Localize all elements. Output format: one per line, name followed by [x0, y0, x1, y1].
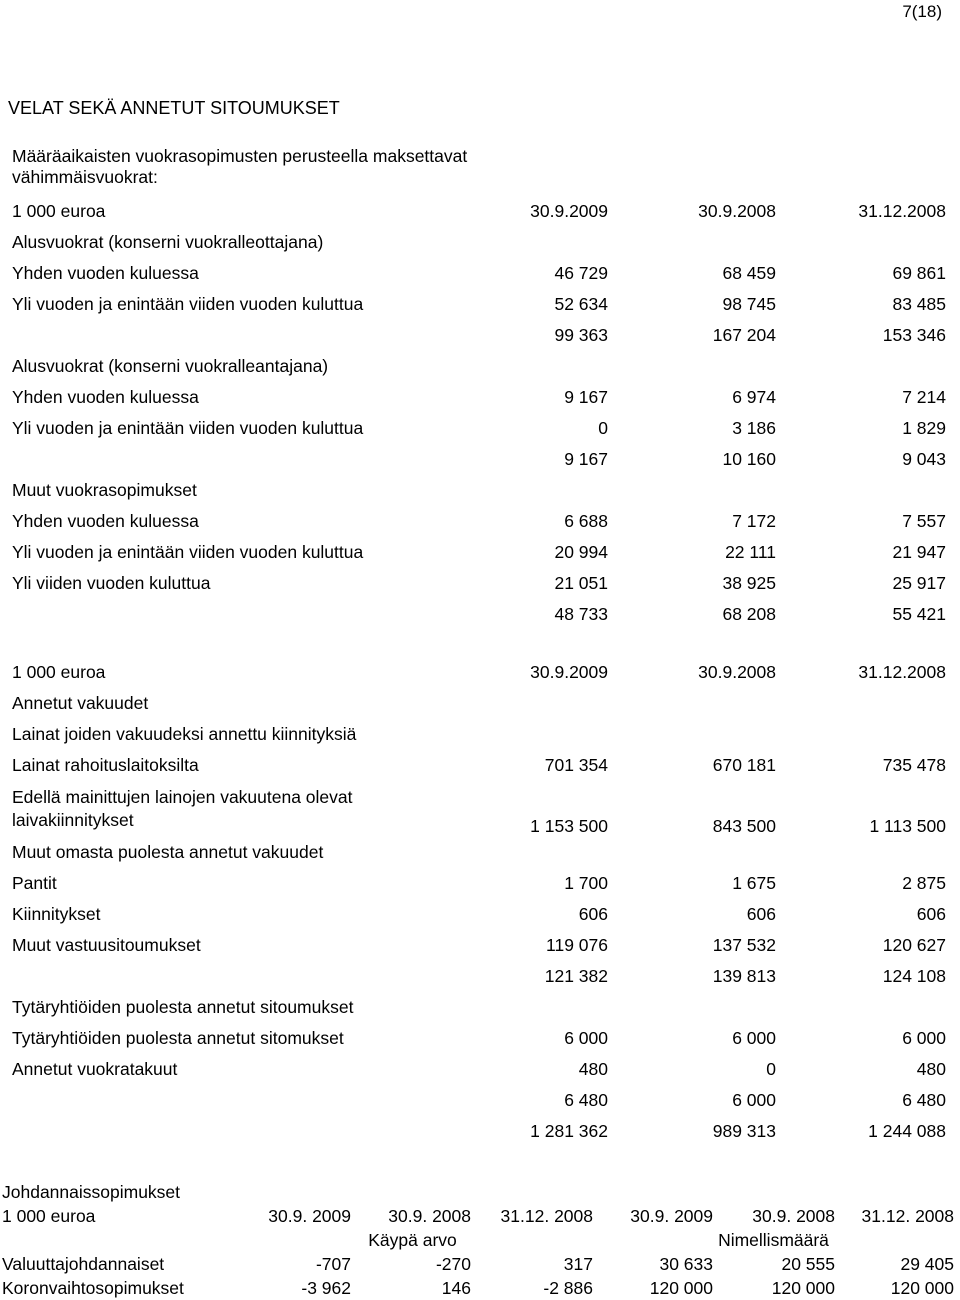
cell-value — [776, 351, 946, 382]
cell-value: 6 000 — [564, 1028, 608, 1048]
derivatives-col-header: 31.12. 2008 — [500, 1205, 593, 1226]
table-row — [0, 837, 960, 868]
row-label: Yhden vuoden kuluessa — [12, 511, 199, 531]
derivatives-row-label: Valuuttajohdannaiset — [2, 1253, 165, 1274]
derivatives-value: -2 886 — [543, 1277, 593, 1298]
row-label: Alusvuokrat (konserni vuokralleottajana) — [12, 232, 324, 252]
table-row — [0, 599, 960, 630]
fair-value-group-label: Käypä arvo — [368, 1229, 457, 1250]
cell-value: 20 994 — [554, 542, 608, 562]
cell-value: 606 — [578, 904, 608, 924]
derivatives-value: 146 — [441, 1277, 471, 1298]
table-row — [0, 1085, 960, 1116]
row-label: Lainat rahoituslaitoksilta — [12, 755, 199, 775]
cell-value: 46 729 — [554, 263, 608, 283]
date-column-header: 30.9.2008 — [698, 662, 776, 682]
derivatives-unit-label: 1 000 euroa — [2, 1205, 96, 1226]
row-label — [0, 961, 440, 992]
cell-value — [776, 227, 946, 258]
table-header-row — [0, 657, 960, 688]
row-label: Yli vuoden ja enintään viiden vuoden kuluttua — [12, 542, 364, 562]
cell-value: 480 — [916, 1059, 946, 1079]
derivatives-title: Johdannaissopimukset — [2, 1181, 181, 1202]
cell-value: 55 421 — [892, 604, 946, 624]
section-heading: VELAT SEKÄ ANNETUT SITOUMUKSET — [8, 98, 340, 118]
cell-value — [776, 719, 946, 750]
table-row — [0, 227, 960, 258]
collateral-table — [0, 657, 960, 1147]
cell-value: 701 354 — [544, 755, 608, 775]
lease-table — [0, 196, 960, 630]
cell-value: 48 733 — [554, 604, 608, 624]
cell-value: 21 051 — [554, 573, 608, 593]
cell-value: 843 500 — [712, 816, 776, 836]
table-row — [0, 899, 960, 930]
cell-value: 9 043 — [902, 449, 946, 469]
table-row — [0, 992, 960, 1023]
cell-value: 0 — [598, 418, 608, 438]
cell-value: 10 160 — [722, 449, 776, 469]
derivatives-value: 20 555 — [781, 1253, 835, 1274]
derivatives-row — [0, 1252, 960, 1276]
cell-value: 99 363 — [554, 325, 608, 345]
cell-value — [440, 837, 608, 868]
cell-value — [608, 475, 776, 506]
cell-value: 7 172 — [732, 511, 776, 531]
cell-value: 606 — [916, 904, 946, 924]
cell-value: 121 382 — [544, 966, 608, 986]
cell-value: 25 917 — [892, 573, 946, 593]
cell-value: 69 861 — [892, 263, 946, 283]
table-row — [0, 688, 960, 719]
derivatives-row — [0, 1276, 960, 1300]
derivatives-col-header: 30.9. 2008 — [388, 1205, 471, 1226]
derivatives-row-label: Koronvaihtosopimukset — [2, 1277, 184, 1298]
cell-value — [440, 475, 608, 506]
cell-value: 139 813 — [712, 966, 776, 986]
cell-value: 1 281 362 — [530, 1121, 608, 1141]
table-row — [0, 320, 960, 351]
derivatives-col-header: 30.9. 2009 — [630, 1205, 713, 1226]
unit-label: 1 000 euroa — [12, 662, 106, 682]
cell-value: 9 167 — [564, 449, 608, 469]
cell-value: 735 478 — [882, 755, 946, 775]
table-row — [0, 868, 960, 899]
row-label: Kiinnitykset — [12, 904, 101, 924]
cell-value: 6 000 — [732, 1028, 776, 1048]
derivatives-col-header: 30.9. 2009 — [268, 1205, 351, 1226]
derivatives-col-header: 31.12. 2008 — [861, 1205, 954, 1226]
cell-value — [608, 719, 776, 750]
row-label: Muut vastuusitoumukset — [12, 935, 201, 955]
row-label: Yli vuoden ja enintään viiden vuoden kuluttua — [12, 294, 364, 314]
cell-value: 21 947 — [892, 542, 946, 562]
cell-value: 6 688 — [564, 511, 608, 531]
cell-value: 1 244 088 — [868, 1121, 946, 1141]
cell-value: 670 181 — [712, 755, 776, 775]
derivatives-value: -3 962 — [301, 1277, 351, 1298]
cell-value — [608, 992, 776, 1023]
row-label: Edellä mainittujen lainojen vakuutena olevat laivakiinnitykset — [12, 787, 353, 830]
derivatives-table — [0, 1180, 960, 1300]
row-label: Yli vuoden ja enintään viiden vuoden kuluttua — [12, 418, 364, 438]
derivatives-value: 120 000 — [890, 1277, 954, 1298]
row-label: Muut vuokrasopimukset — [12, 480, 197, 500]
derivatives-value: 29 405 — [900, 1253, 954, 1274]
cell-value: 9 167 — [564, 387, 608, 407]
derivatives-title-row — [0, 1180, 960, 1204]
row-label — [0, 320, 440, 351]
table-row — [0, 930, 960, 961]
date-column-header: 31.12.2008 — [858, 201, 946, 221]
table-row — [0, 382, 960, 413]
table-row — [0, 258, 960, 289]
cell-value: 6 480 — [564, 1090, 608, 1110]
cell-value — [440, 719, 608, 750]
row-label — [0, 1116, 440, 1147]
cell-value — [440, 992, 608, 1023]
row-label: Yhden vuoden kuluessa — [12, 387, 199, 407]
cell-value: 6 974 — [732, 387, 776, 407]
intro-text — [12, 146, 467, 188]
derivatives-group-row — [0, 1228, 960, 1252]
cell-value: 7 557 — [902, 511, 946, 531]
row-label: Yli viiden vuoden kuluttua — [12, 573, 211, 593]
cell-value — [776, 688, 946, 719]
cell-value: 989 313 — [712, 1121, 776, 1141]
cell-value: 6 000 — [732, 1090, 776, 1110]
unit-label: 1 000 euroa — [12, 201, 106, 221]
cell-value: 52 634 — [554, 294, 608, 314]
cell-value: 1 700 — [564, 873, 608, 893]
cell-value: 606 — [746, 904, 776, 924]
derivatives-value: 120 000 — [649, 1277, 713, 1298]
cell-value: 1 675 — [732, 873, 776, 893]
cell-value: 167 204 — [712, 325, 776, 345]
date-column-header: 30.9.2009 — [530, 662, 608, 682]
intro-line: Määräaikaisten vuokrasopimusten perusteella maksettavat — [12, 146, 468, 166]
table-row — [0, 961, 960, 992]
cell-value — [776, 475, 946, 506]
cell-value — [608, 688, 776, 719]
nominal-group-label: Nimellismäärä — [718, 1229, 829, 1250]
derivatives-header-row — [0, 1204, 960, 1228]
row-label: Pantit — [12, 873, 57, 893]
cell-value: 83 485 — [892, 294, 946, 314]
cell-value: 153 346 — [882, 325, 946, 345]
table-row — [0, 537, 960, 568]
cell-value — [608, 351, 776, 382]
cell-value: 68 208 — [722, 604, 776, 624]
cell-value — [440, 351, 608, 382]
row-label: Annetut vakuudet — [12, 693, 149, 713]
row-label — [0, 444, 440, 475]
cell-value: 68 459 — [722, 263, 776, 283]
row-label — [0, 1085, 440, 1116]
derivatives-value: 317 — [563, 1253, 593, 1274]
row-label: Yhden vuoden kuluessa — [12, 263, 199, 283]
table-row — [0, 781, 960, 837]
row-label: Tytäryhtiöiden puolesta annetut sitoumukset — [12, 997, 354, 1017]
row-label: Alusvuokrat (konserni vuokralleantajana) — [12, 356, 329, 376]
cell-value: 1 829 — [902, 418, 946, 438]
derivatives-value: 30 633 — [659, 1253, 713, 1274]
row-label — [0, 599, 440, 630]
table-row — [0, 289, 960, 320]
cell-value: 1 113 500 — [869, 816, 946, 836]
cell-value — [776, 992, 946, 1023]
derivatives-value: -707 — [315, 1253, 351, 1274]
cell-value: 98 745 — [722, 294, 776, 314]
cell-value: 120 627 — [882, 935, 946, 955]
table-row — [0, 1054, 960, 1085]
row-label: Muut omasta puolesta annetut vakuudet — [12, 842, 324, 862]
page-number: 7(18) — [902, 2, 942, 21]
table-row — [0, 475, 960, 506]
table-row — [0, 413, 960, 444]
table-row — [0, 1116, 960, 1147]
table-row — [0, 351, 960, 382]
cell-value: 0 — [766, 1059, 776, 1079]
cell-value: 6 000 — [902, 1028, 946, 1048]
date-column-header: 30.9.2009 — [530, 201, 608, 221]
table-row — [0, 444, 960, 475]
cell-value — [440, 227, 608, 258]
table-header-row — [0, 196, 960, 227]
date-column-header: 30.9.2008 — [698, 201, 776, 221]
cell-value: 137 532 — [712, 935, 776, 955]
cell-value — [608, 227, 776, 258]
derivatives-value: 120 000 — [771, 1277, 835, 1298]
cell-value: 38 925 — [722, 573, 776, 593]
cell-value — [440, 688, 608, 719]
row-label: Tytäryhtiöiden puolesta annetut sitomukset — [12, 1028, 344, 1048]
cell-value: 3 186 — [732, 418, 776, 438]
cell-value: 2 875 — [902, 873, 946, 893]
table-row — [0, 719, 960, 750]
cell-value: 119 076 — [546, 935, 608, 955]
cell-value: 480 — [578, 1059, 608, 1079]
cell-value: 6 480 — [902, 1090, 946, 1110]
table-row — [0, 506, 960, 537]
derivatives-value: -270 — [435, 1253, 471, 1274]
cell-value: 1 153 500 — [530, 816, 608, 836]
intro-line: vähimmäisvuokrat: — [12, 167, 158, 187]
table-row — [0, 1023, 960, 1054]
table-row — [0, 568, 960, 599]
cell-value: 22 111 — [725, 542, 776, 562]
cell-value: 124 108 — [882, 966, 946, 986]
row-label: Lainat joiden vakuudeksi annettu kiinnityksiä — [12, 724, 357, 744]
row-label: Annetut vuokratakuut — [12, 1059, 178, 1079]
date-column-header: 31.12.2008 — [858, 662, 946, 682]
table-row — [0, 750, 960, 781]
cell-value — [776, 837, 946, 868]
derivatives-col-header: 30.9. 2008 — [752, 1205, 835, 1226]
cell-value — [608, 837, 776, 868]
cell-value: 7 214 — [902, 387, 946, 407]
